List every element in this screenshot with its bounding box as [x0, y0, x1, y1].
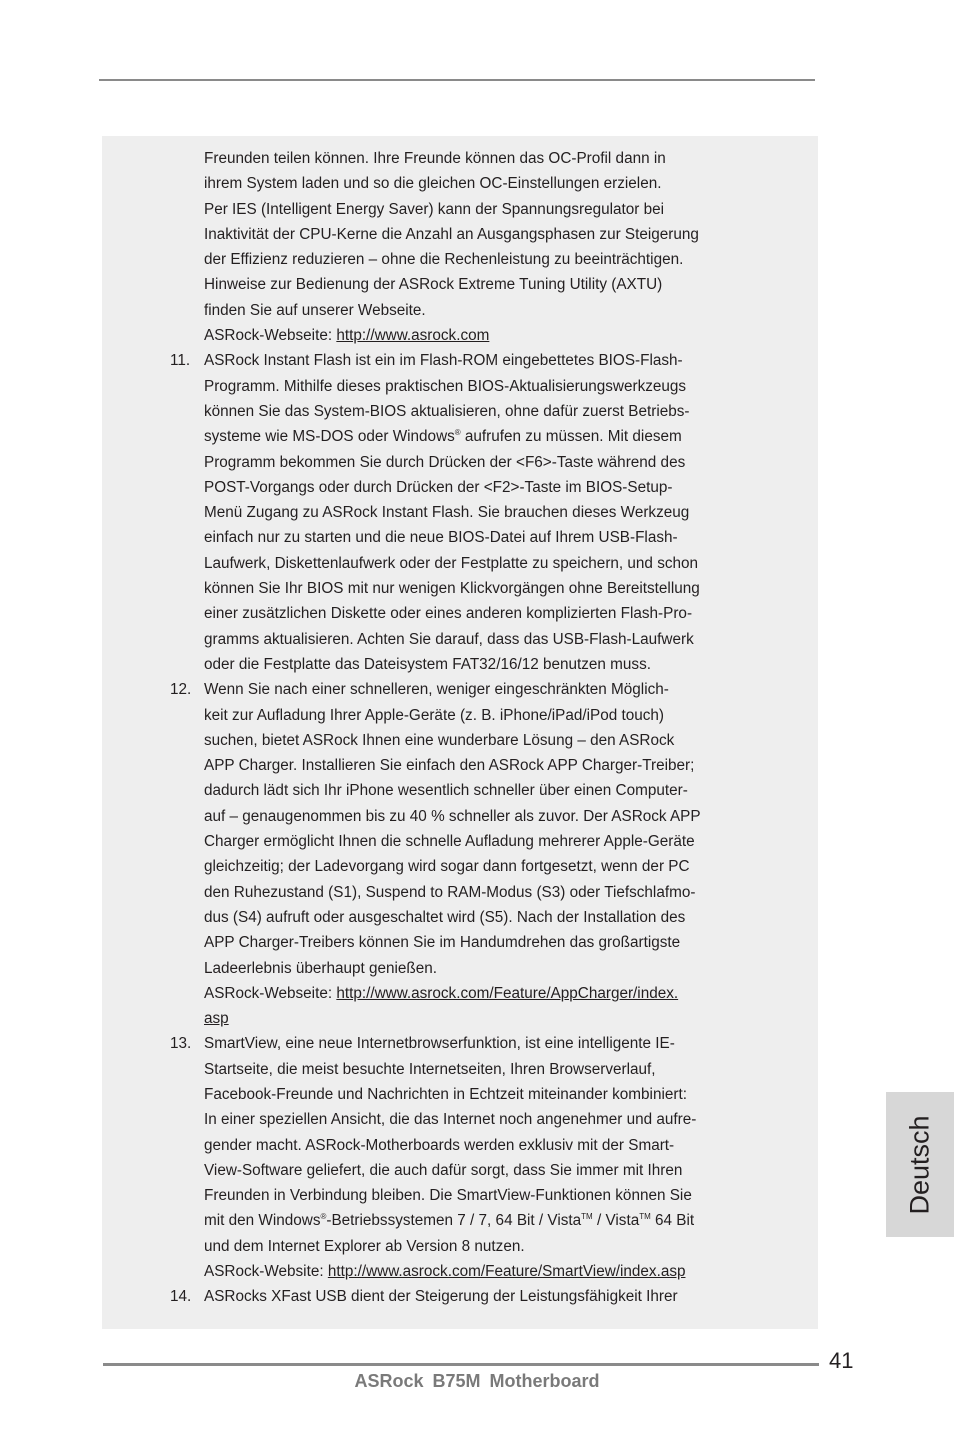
- text-line: auf – genaugenommen bis zu 40 % schneller als zuvor. Der ASRock APP: [204, 807, 701, 825]
- text-line: der Effizienz reduzieren – ohne die Rechenleistung zu beeinträchtigen.: [204, 251, 684, 269]
- text-line: ihrem System laden und so die gleichen OC-Einstellungen erzielen.: [204, 175, 662, 193]
- text-line: Charger ermöglicht Ihnen die schnelle Aufladung mehrerer Apple-Geräte: [204, 833, 695, 851]
- text-span: mit den Windows: [204, 1212, 321, 1230]
- text-line: dus (S4) aufruft oder ausgeschaltet wird (S5). Nach der Installation des: [204, 908, 686, 926]
- text-line: können Sie Ihr BIOS mit nur wenigen Klickvorgängen ohne Bereitstellung: [204, 580, 700, 598]
- text-span: ASRock Instant Flash ist ein im Flash-ROM eingebettetes BIOS-Flash-: [204, 352, 683, 370]
- website-label: ASRock-Webseite:: [204, 984, 337, 1002]
- asrock-link[interactable]: http://www.asrock.com: [336, 327, 490, 345]
- text-line: [170, 1031, 764, 1056]
- text-line: dadurch lädt sich Ihr iPhone wesentlich schneller über einen Computer-: [204, 782, 688, 800]
- text-line: Facebook-Freunde und Nachrichten in Echtzeit miteinander kombiniert:: [204, 1085, 687, 1103]
- item-number: 13.: [170, 1035, 192, 1053]
- text-line: [204, 1259, 764, 1284]
- text-line: Ladeerlebnis überhaupt genießen.: [204, 959, 438, 977]
- item-number: 14.: [170, 1288, 192, 1306]
- text-line: [204, 1006, 764, 1031]
- trademark-mark: TM: [639, 1212, 651, 1222]
- text-span: aufrufen zu müssen. Mit diesem: [460, 428, 682, 446]
- text-line: gender macht. ASRock-Motherboards werden exklusiv mit der Smart-: [204, 1136, 675, 1154]
- text-span: ASRocks XFast USB dient der Steigerung der Leistungsfähigkeit Ihrer: [204, 1288, 678, 1306]
- text-line: Hinweise zur Bedienung der ASRock Extreme Tuning Utility (AXTU): [204, 276, 663, 294]
- text-line: gramms aktualisieren. Achten Sie darauf, dass das USB-Flash-Laufwerk: [204, 630, 694, 648]
- website-label: ASRock-Webseite:: [204, 327, 337, 345]
- top-rule: [99, 79, 815, 81]
- text-line: View-Software geliefert, die auch dafür sorgt, dass Sie immer mit Ihren: [204, 1161, 683, 1179]
- text-line: den Ruhezustand (S1), Suspend to RAM-Modus (S3) oder Tiefschlafmo-: [204, 883, 696, 901]
- text-line: [204, 981, 764, 1006]
- text-line: Freunden in Verbindung bleiben. Die SmartView-Funktionen können Sie: [204, 1187, 692, 1205]
- text-line: [170, 348, 764, 373]
- text-line: oder die Festplatte das Dateisystem FAT32/16/12 benutzen muss.: [204, 655, 651, 673]
- text-span: systeme wie MS-DOS oder Windows: [204, 428, 455, 446]
- text-span: SmartView, eine neue Internetbrowserfunktion, ist eine intelligente IE-: [204, 1035, 675, 1053]
- text-line: APP Charger. Installieren Sie einfach den ASRock APP Charger-Treiber;: [204, 757, 695, 775]
- text-line: gleichzeitig; der Ladevorgang wird sogar dann fortgesetzt, wenn der PC: [204, 858, 690, 876]
- text-span: Wenn Sie nach einer schnelleren, weniger eingeschränkten Möglich-: [204, 681, 669, 699]
- trademark-mark: TM: [581, 1212, 593, 1222]
- registered-mark: ®: [454, 428, 461, 438]
- item-number: 11.: [170, 352, 191, 370]
- text-line: [204, 424, 764, 449]
- text-line: Per IES (Intelligent Energy Saver) kann der Spannungsregulator bei: [204, 200, 665, 218]
- text-line: einfach nur zu starten und die neue BIOS-Datei auf Ihrem USB-Flash-: [204, 529, 678, 547]
- item-number: 12.: [170, 681, 192, 699]
- website-label: ASRock-Website:: [204, 1263, 328, 1281]
- text-span: -Betriebssystemen 7 / 7, 64 Bit / Vista: [326, 1212, 582, 1230]
- text-span: / Vista: [592, 1212, 640, 1230]
- appcharger-link-continued[interactable]: asp: [204, 1010, 229, 1028]
- text-line: Programm bekommen Sie durch Drücken der <F6>-Taste während des: [204, 453, 686, 471]
- smartview-link[interactable]: http://www.asrock.com/Feature/SmartView/index.asp: [327, 1263, 686, 1281]
- text-line: suchen, bietet ASRock Ihnen eine wunderbare Lösung – den ASRock: [204, 731, 675, 749]
- text-line: [170, 677, 764, 702]
- text-line: keit zur Aufladung Ihrer Apple-Geräte (z. B. iPhone/iPad/iPod touch): [204, 706, 665, 724]
- manual-text: [170, 146, 764, 1310]
- text-line: [170, 1284, 764, 1309]
- registered-mark: ®: [320, 1212, 327, 1222]
- bottom-rule: [103, 1363, 819, 1366]
- text-line: Laufwerk, Diskettenlaufwerk oder der Festplatte zu speichern, und schon: [204, 554, 699, 572]
- text-line: Freunden teilen können. Ihre Freunde können das OC-Profil dann in: [204, 150, 666, 167]
- footer-title: ASRock B75M Motherboard: [354, 1371, 600, 1391]
- text-span: 64 Bit: [650, 1212, 695, 1230]
- text-line: [204, 1208, 764, 1233]
- text-line: Inaktivität der CPU-Kerne die Anzahl an Ausgangsphasen zur Steigerung: [204, 225, 699, 243]
- appcharger-link[interactable]: http://www.asrock.com/Feature/AppCharger/index.: [336, 984, 679, 1002]
- language-tab: [886, 1092, 954, 1237]
- text-line: Menü Zugang zu ASRock Instant Flash. Sie brauchen dieses Werkzeug: [204, 504, 690, 522]
- text-line: Startseite, die meist besuchte Internetseiten, Ihren Browserverlauf,: [204, 1060, 656, 1078]
- text-line: [204, 323, 764, 348]
- text-line: finden Sie auf unserer Webseite.: [204, 301, 426, 319]
- language-tab-label: Deutsch: [904, 1114, 935, 1215]
- text-line: einer zusätzlichen Diskette oder eines anderen komplizierten Flash-Pro-: [204, 605, 693, 623]
- text-line: können Sie das System-BIOS aktualisieren, ohne dafür zuerst Betriebs-: [204, 402, 690, 420]
- text-line: In einer speziellen Ansicht, die das Internet noch angenehmer und aufre-: [204, 1111, 697, 1129]
- text-line: POST-Vorgangs oder durch Drücken der <F2>-Taste im BIOS-Setup-: [204, 478, 673, 496]
- text-line: und dem Internet Explorer ab Version 8 nutzen.: [204, 1237, 525, 1255]
- page-number: 41: [829, 1348, 854, 1373]
- text-line: APP Charger-Treibers können Sie im Handumdrehen das großartigste: [204, 934, 681, 952]
- text-line: Programm. Mithilfe dieses praktischen BIOS-Aktualisierungswerkzeugs: [204, 377, 687, 395]
